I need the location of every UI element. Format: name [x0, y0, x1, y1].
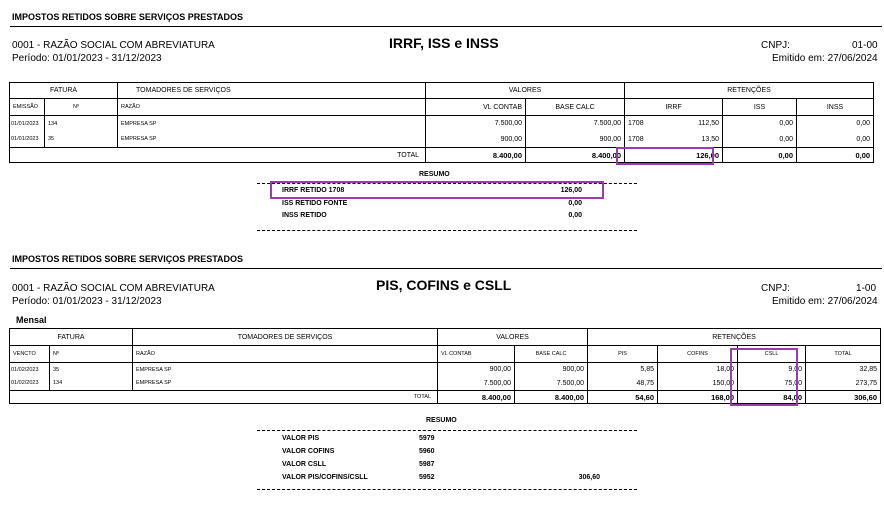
col-vl-contab: VL CONTAB	[438, 346, 515, 363]
frequency-label: Mensal	[16, 315, 47, 325]
cell-csll: 75,00	[738, 377, 806, 391]
resumo-value: 0,00	[568, 200, 582, 207]
col-base-calc: BASE CALC	[526, 99, 625, 116]
cnpj-label: CNPJ:	[761, 40, 790, 51]
cell-numero: 134	[45, 116, 118, 132]
cell-vl-contab: 900,00	[426, 132, 526, 148]
col-base-calc: BASE CALC	[515, 346, 588, 363]
cell-inss: 0,00	[797, 132, 874, 148]
cell-csll: 9,00	[738, 363, 806, 377]
cell-total: 273,75	[806, 377, 881, 391]
cell-iss: 0,00	[723, 116, 797, 132]
resumo-title: RESUMO	[419, 171, 450, 178]
irrf-value: 112,50	[698, 120, 720, 128]
col-emissao: EMISSÃO	[10, 99, 45, 116]
col-razao: RAZÃO	[133, 346, 438, 363]
cell-razao: EMPRESA SP	[133, 363, 438, 377]
irrf-value: 13,50	[701, 135, 720, 143]
highlight-box	[616, 147, 714, 165]
col-vencto: VENCTO	[10, 346, 50, 363]
total-pis: 54,60	[588, 391, 658, 404]
cell-irrf	[625, 116, 723, 132]
issued-date: Emitido em: 27/06/2024	[772, 296, 878, 307]
col-iss: ISS	[723, 99, 797, 116]
group-fatura: FATURA	[10, 329, 133, 346]
cell-cofins: 18,00	[658, 363, 738, 377]
period: Período: 01/01/2023 - 31/12/2023	[12, 53, 162, 64]
col-irrf: IRRF	[625, 99, 723, 116]
cell-inss: 0,00	[797, 116, 874, 132]
group-retencoes: RETENÇÕES	[588, 329, 881, 346]
group-retencoes: RETENÇÕES	[625, 83, 874, 99]
resumo-value: 0,00	[568, 212, 582, 219]
total-vl-contab: 8.400,00	[426, 148, 526, 163]
cell-razao: EMPRESA SP	[118, 132, 426, 148]
section2-heading: IMPOSTOS RETIDOS SOBRE SERVIÇOS PRESTADOS	[12, 254, 244, 264]
col-csll: CSLL	[738, 346, 806, 363]
resumo-title: RESUMO	[426, 417, 457, 424]
cell-pis: 48,75	[588, 377, 658, 391]
group-tomadores: TOMADORES DE SERVIÇOS	[118, 83, 426, 99]
total-label: TOTAL	[10, 391, 438, 404]
resumo-label: ISS RETIDO FONTE	[282, 200, 348, 207]
table-row	[10, 116, 874, 132]
cnpj-value: 01-00	[852, 40, 878, 51]
period: Período: 01/01/2023 - 31/12/2023	[12, 296, 162, 307]
col-numero: Nº	[45, 99, 118, 116]
cnpj-label: CNPJ:	[761, 283, 790, 294]
resumo-code: 5979	[419, 435, 435, 442]
cell-vencto: 01/02/2023	[10, 377, 50, 391]
resumo-label: VALOR PIS/COFINS/CSLL	[282, 474, 368, 481]
col-inss: INSS	[797, 99, 874, 116]
total-base-calc: 8.400,00	[526, 148, 625, 163]
total-total: 306,60	[806, 391, 881, 404]
company-name: 0001 - RAZÃO SOCIAL COM ABREVIATURA	[12, 283, 215, 294]
irrf-code: 1708	[628, 120, 644, 128]
issued-date: Emitido em: 27/06/2024	[772, 53, 878, 64]
col-cofins: COFINS	[658, 346, 738, 363]
resumo-label: VALOR PIS	[282, 435, 320, 442]
company-name: 0001 - RAZÃO SOCIAL COM ABREVIATURA	[12, 40, 215, 51]
divider	[10, 26, 882, 27]
dashed-divider	[257, 430, 637, 431]
resumo-label: IRRF RETIDO 1708	[282, 187, 345, 194]
total-iss: 0,00	[723, 148, 797, 163]
cell-cofins: 150,00	[658, 377, 738, 391]
cell-razao: EMPRESA SP	[133, 377, 438, 391]
cell-vencto: 01/02/2023	[10, 363, 50, 377]
total-inss: 0,00	[797, 148, 874, 163]
total-row	[10, 148, 874, 163]
highlight-box	[730, 348, 798, 406]
cnpj-value: 1-00	[856, 283, 877, 294]
cell-emissao: 01/01/2023	[10, 116, 45, 132]
resumo-label: VALOR COFINS	[282, 448, 335, 455]
dashed-divider	[257, 489, 637, 490]
cell-total: 32,85	[806, 363, 881, 377]
irrf-code: 1708	[628, 135, 644, 143]
cell-base-calc: 7.500,00	[515, 377, 588, 391]
total-base-calc: 8.400,00	[515, 391, 588, 404]
cell-razao: EMPRESA SP	[118, 116, 426, 132]
report-title: PIS, COFINS e CSLL	[376, 277, 512, 293]
group-valores: VALORES	[426, 83, 625, 99]
cell-base-calc: 900,00	[526, 132, 625, 148]
cell-numero: 134	[50, 377, 133, 391]
cell-numero: 35	[45, 132, 118, 148]
cell-pis: 5,85	[588, 363, 658, 377]
resumo-code: 5952	[419, 474, 435, 481]
resumo-value: 306,60	[578, 474, 600, 481]
report-title: IRRF, ISS e INSS	[389, 35, 499, 51]
highlight-box	[270, 181, 604, 199]
group-valores: VALORES	[438, 329, 588, 346]
total-csll: 84,00	[738, 391, 806, 404]
cell-base-calc: 900,00	[515, 363, 588, 377]
irrf-table	[9, 82, 874, 163]
dashed-divider	[257, 230, 637, 231]
total-irrf: 126,00	[625, 148, 723, 163]
cell-iss: 0,00	[723, 132, 797, 148]
col-vl-contab: VL CONTAB	[426, 99, 526, 116]
total-cofins: 168,00	[658, 391, 738, 404]
cell-vl-contab: 900,00	[438, 363, 515, 377]
section1-heading: IMPOSTOS RETIDOS SOBRE SERVIÇOS PRESTADOS	[12, 12, 244, 22]
resumo-label: VALOR CSLL	[282, 461, 327, 468]
resumo-label: INSS RETIDO	[282, 212, 327, 219]
total-label: TOTAL	[10, 148, 426, 163]
group-tomadores: TOMADORES DE SERVIÇOS	[133, 329, 438, 346]
resumo-code: 5960	[419, 448, 435, 455]
total-vl-contab: 8.400,00	[438, 391, 515, 404]
cell-base-calc: 7.500,00	[526, 116, 625, 132]
col-numero: Nº	[50, 346, 133, 363]
cell-vl-contab: 7.500,00	[438, 377, 515, 391]
table-row	[10, 132, 874, 148]
cell-numero: 35	[50, 363, 133, 377]
col-razao: RAZÃO	[118, 99, 426, 116]
resumo-value: 126,00	[560, 187, 582, 194]
resumo-code: 5987	[419, 461, 435, 468]
col-total: TOTAL	[806, 346, 881, 363]
divider	[10, 268, 882, 269]
cell-emissao: 01/01/2023	[10, 132, 45, 148]
group-fatura: FATURA	[10, 83, 118, 99]
col-pis: PIS	[588, 346, 658, 363]
cell-irrf	[625, 132, 723, 148]
cell-vl-contab: 7.500,00	[426, 116, 526, 132]
